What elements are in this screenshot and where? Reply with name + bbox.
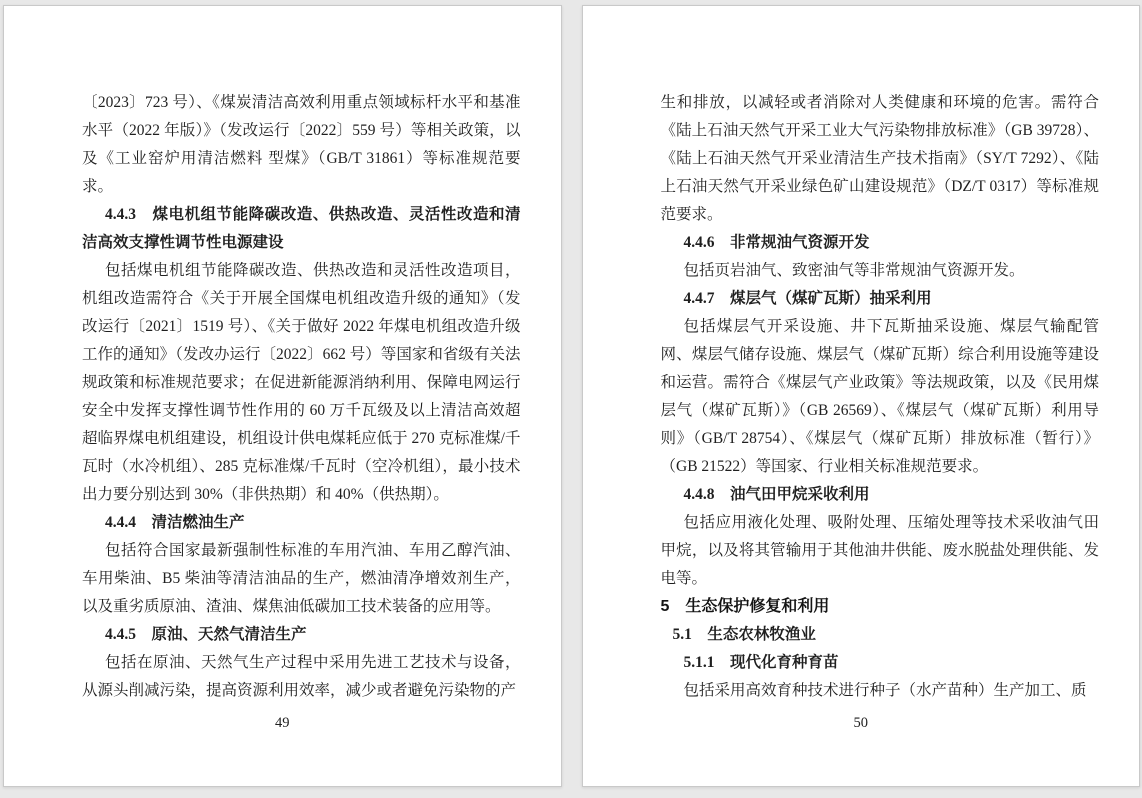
page-49 bbox=[3, 5, 562, 787]
section-heading-5-1: 5.1 生态农林牧渔业 bbox=[672, 626, 816, 643]
paragraph: 包括采用高效育种技术进行种子（水产苗种）生产加工、质 bbox=[683, 682, 1087, 699]
section-heading-4-4-4: 4.4.4 清洁燃油生产 bbox=[105, 514, 245, 531]
section-heading-4-4-5: 4.4.5 原油、天然气清洁生产 bbox=[105, 626, 307, 643]
section-heading-4-4-3: 4.4.3 煤电机组节能降碳改造、供热改造、灵活性改造和清洁高效支撑性调节性电源建设 bbox=[82, 206, 521, 251]
section-heading-4-4-6: 4.4.6 非常规油气资源开发 bbox=[683, 234, 870, 251]
section-heading-4-4-8: 4.4.8 油气田甲烷采收利用 bbox=[683, 486, 870, 503]
section-heading-4-4-7: 4.4.7 煤层气（煤矿瓦斯）抽采利用 bbox=[683, 290, 932, 307]
paragraph: 包括符合国家最新强制性标准的车用汽油、车用乙醇汽油、车用柴油、B5 柴油等清洁油品的生产，燃油清净增效剂生产，以及重劣质原油、渣油、煤焦油低碳加工技术装备的应用等。 bbox=[82, 542, 521, 615]
paragraph: 包括煤电机组节能降碳改造、供热改造和灵活性改造项目，机组改造需符合《关于开展全国煤电机组改造升级的通知》（发改运行〔2021〕1519 号）、《关于做好 2022 年煤电机组改造升级工作的通知》（发改办运行〔2022〕662 号）等国家和省级有关法规政策和标准规范要求；在促进新能源消纳利用、保障电网运行安全中发挥支撑性调节性作用的 60 万千瓦级及以上清洁高效超超临界煤电机组建设，机组设计供电煤耗应低于 270 克标准煤/千瓦时（水冷机组）、285 克标准煤/千瓦时（空冷机组），最小技术出力要分别达到 30%（非供热期）和 40%（供热期）。 bbox=[82, 262, 521, 503]
paragraph-continued: 生和排放，以减轻或者消除对人类健康和环境的危害。需符合《陆上石油天然气开采工业大气污染物排放标准》（GB 39728）、《陆上石油天然气开采业清洁生产技术指南》（SY/T 7292）、《陆上石油天然气开采业绿色矿山建设规范》（DZ/T 0317）等标准规范要求。 bbox=[660, 94, 1099, 223]
section-heading-5-1-1: 5.1.1 现代化育种育苗 bbox=[683, 654, 839, 671]
chapter-heading-5: 5 生态保护修复和利用 bbox=[660, 598, 830, 615]
paragraph: 包括应用液化处理、吸附处理、压缩处理等技术采收油气田甲烷，以及将其管输用于其他油井供能、废水脱盐处理供能、发电等。 bbox=[660, 514, 1099, 587]
paragraph: 包括在原油、天然气生产过程中采用先进工艺技术与设备，从源头削减污染，提高资源利用效率，减少或者避免污染物的产 bbox=[82, 654, 521, 699]
paragraph: 包括页岩油气、致密油气等非常规油气资源开发。 bbox=[683, 262, 1025, 279]
page-49-content bbox=[82, 89, 521, 705]
paragraph-continued: 〔2023〕723 号）、《煤炭清洁高效利用重点领域标杆水平和基准水平（2022 年版）》（发改运行〔2022〕559 号）等相关政策，以及《工业窑炉用清洁燃料 型煤》（GB/T 31861）等标准规范要求。 bbox=[82, 94, 521, 195]
page-50 bbox=[582, 5, 1141, 787]
page-number: 50 bbox=[853, 715, 868, 731]
paragraph: 包括煤层气开采设施、井下瓦斯抽采设施、煤层气输配管网、煤层气储存设施、煤层气（煤矿瓦斯）综合利用设施等建设和运营。需符合《煤层气产业政策》等法规政策，以及《民用煤层气（煤矿瓦斯）》（GB 26569）、《煤层气（煤矿瓦斯）利用导则》（GB/T 28754）、《煤层气（煤矿瓦斯）排放标准（暂行）》（GB 21522）等国家、行业相关标准规范要求。 bbox=[660, 318, 1099, 475]
page-number: 49 bbox=[275, 715, 290, 731]
page-50-content bbox=[661, 89, 1100, 705]
